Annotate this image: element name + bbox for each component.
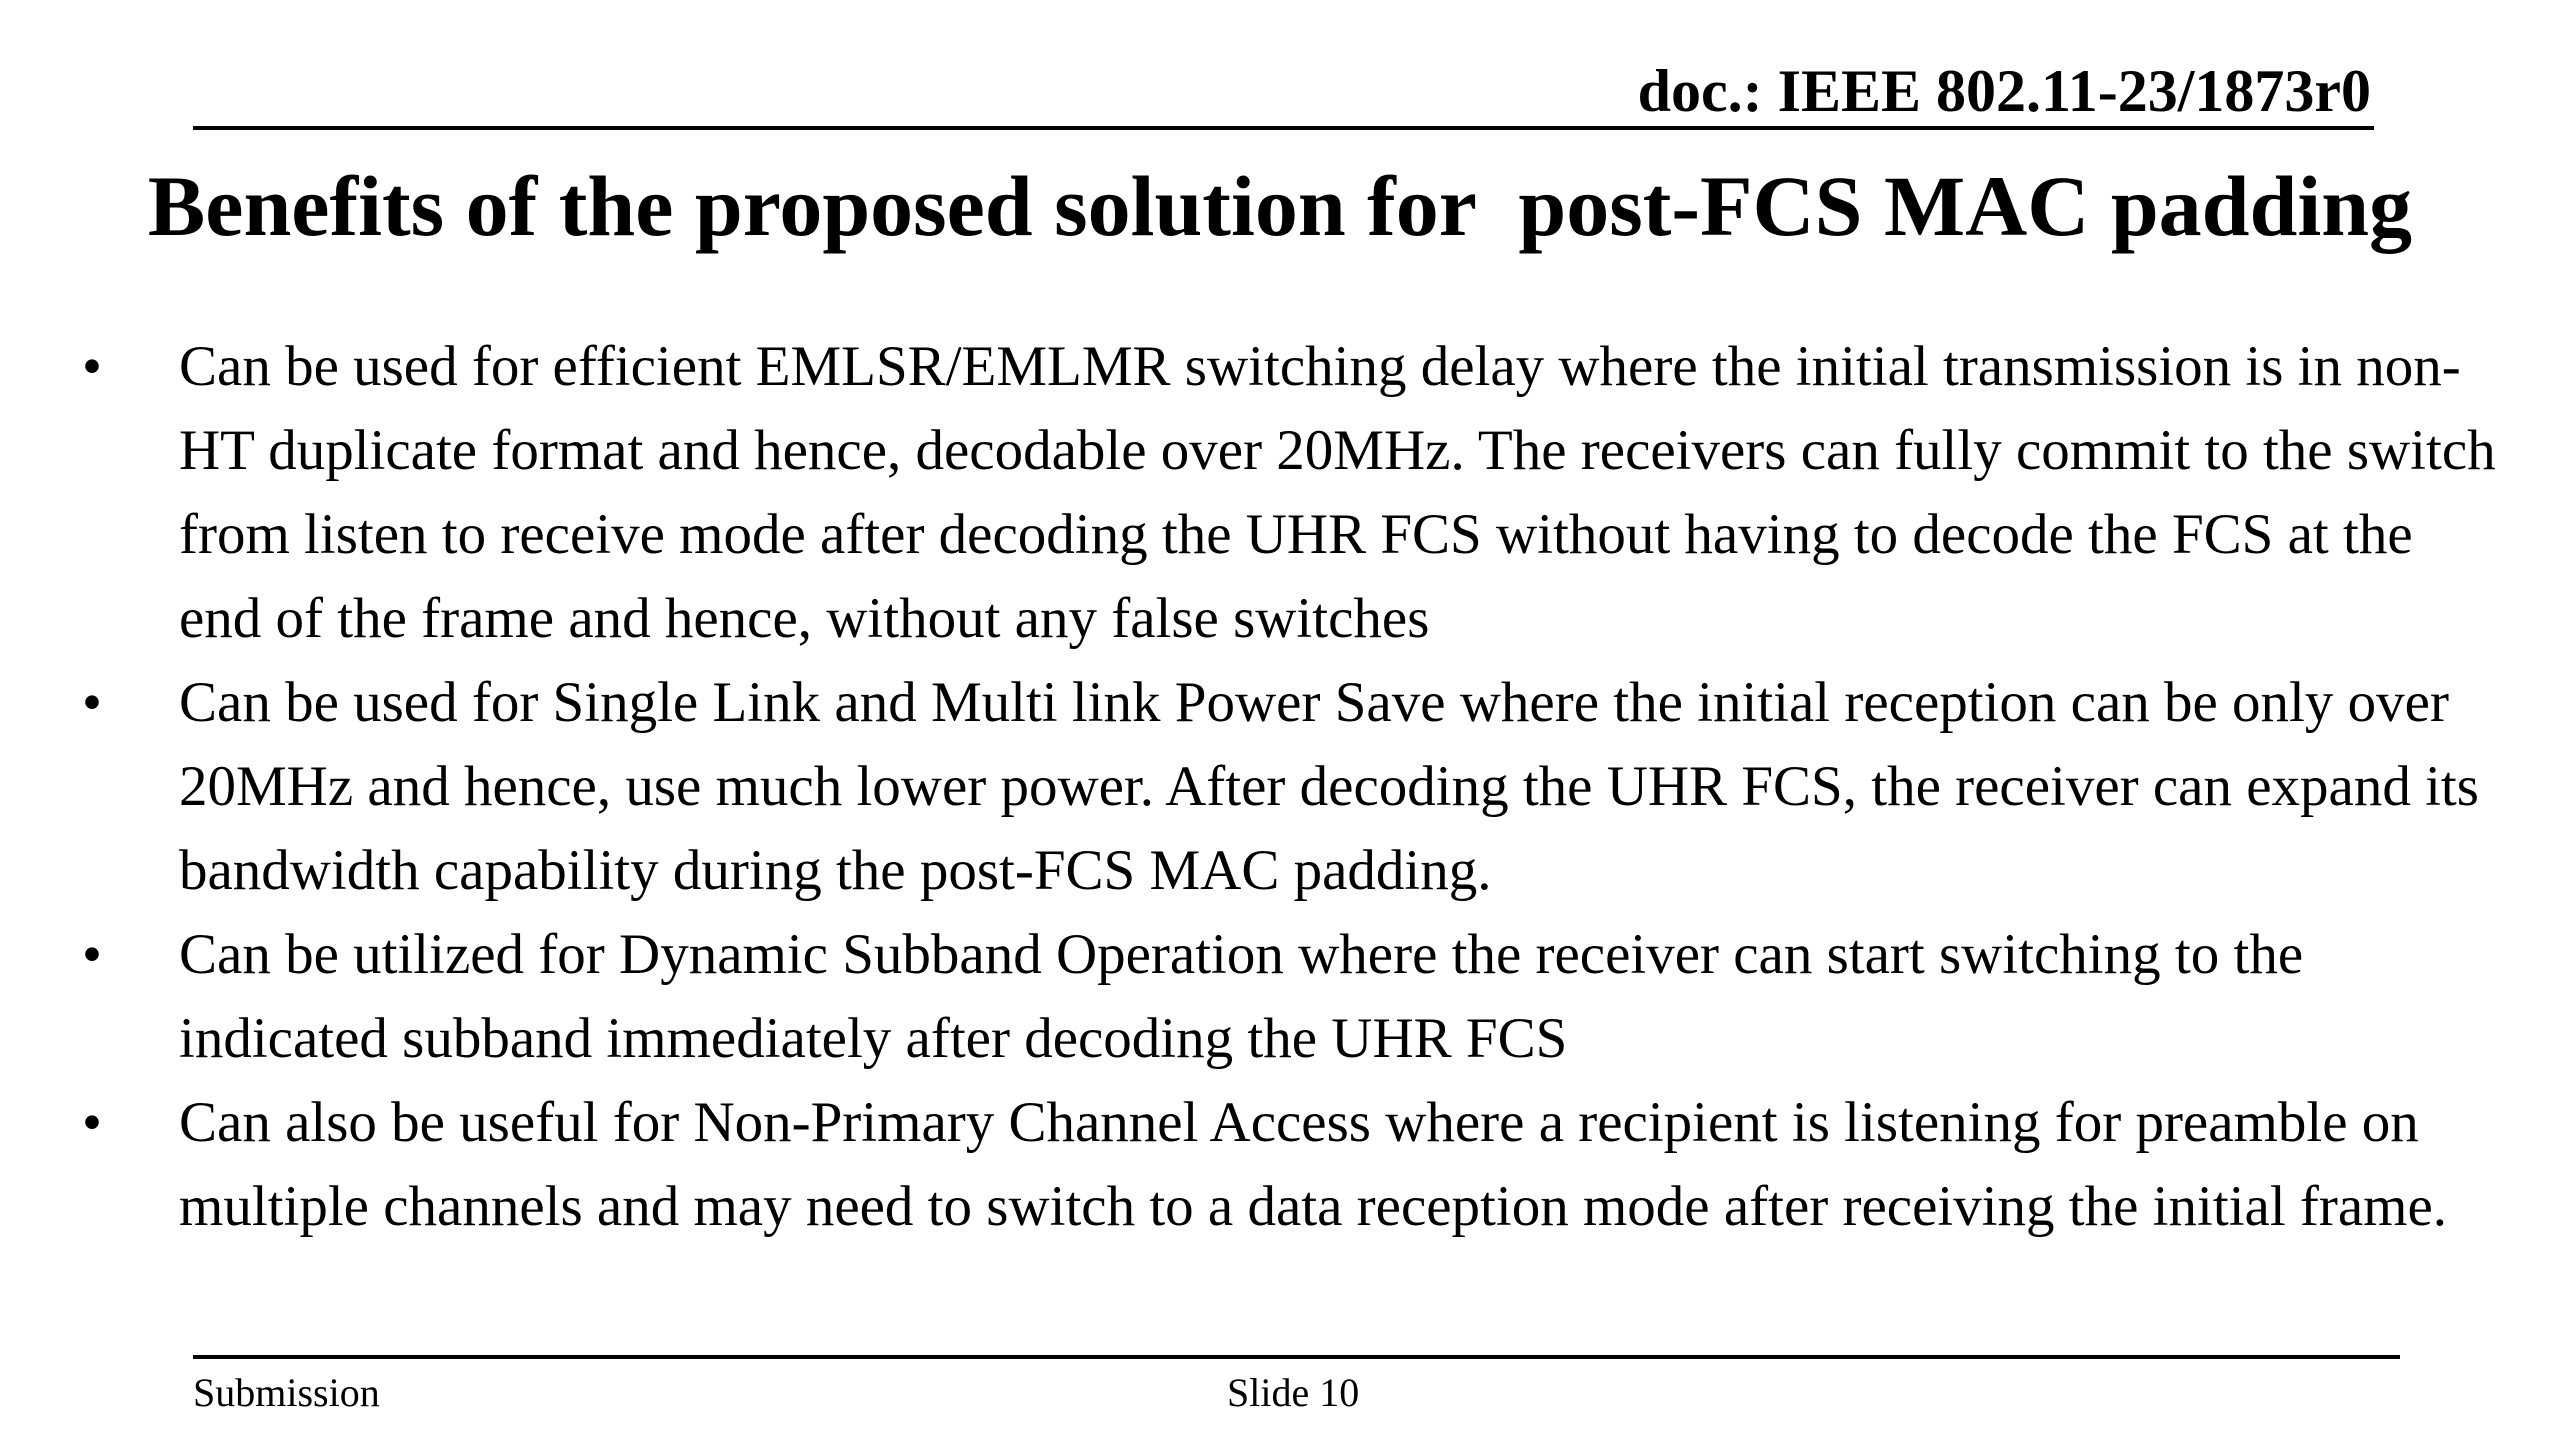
document-id: doc.: IEEE 802.11-23/1873r0 [1637, 58, 2371, 124]
bullet-list [0, 325, 2560, 1249]
footer-divider [193, 1355, 2400, 1359]
bullet-text: Can be utilized for Dynamic Subband Operation where the receiver can start switching to the indicated subband immediately after decoding the UHR FCS [179, 923, 2304, 1070]
bullet-marker: • [82, 335, 102, 398]
bullet-item-subband [0, 913, 2504, 1081]
bullet-text: Can be used for Single Link and Multi link Power Save where the initial reception can be only over 20MHz and hence, use much lower power. After decoding the UHR FCS, the receiver can expand its bandwidth capability during the post-FCS MAC padding. [179, 671, 2479, 902]
bullet-marker: • [82, 671, 102, 734]
header-divider [193, 126, 2374, 130]
bullet-text: Can also be useful for Non-Primary Channel Access where a recipient is listening for preamble on multiple channels and may need to switch to a data reception mode after receiving the initial frame. [179, 1091, 2448, 1238]
bullet-item-channel-access [0, 1081, 2504, 1249]
slide-number: Slide 10 [1227, 1370, 1360, 1415]
bullet-marker: • [82, 1091, 102, 1154]
bullet-item-power-save [0, 661, 2504, 913]
bullet-marker: • [82, 923, 102, 986]
footer-submission: Submission [193, 1370, 380, 1415]
bullet-item-emlsr [0, 325, 2504, 661]
slide-title: Benefits of the proposed solution for post-FCS MAC padding [147, 158, 2413, 254]
bullet-text: Can be used for efficient EMLSR/EMLMR switching delay where the initial transmission is in non-HT duplicate format and hence, decodable over 20MHz. The receivers can fully commit to the switch from listen to receive mode after decoding the UHR FCS without having to decode the FCS at the end of the frame and hence, without any false switches [179, 335, 2496, 650]
